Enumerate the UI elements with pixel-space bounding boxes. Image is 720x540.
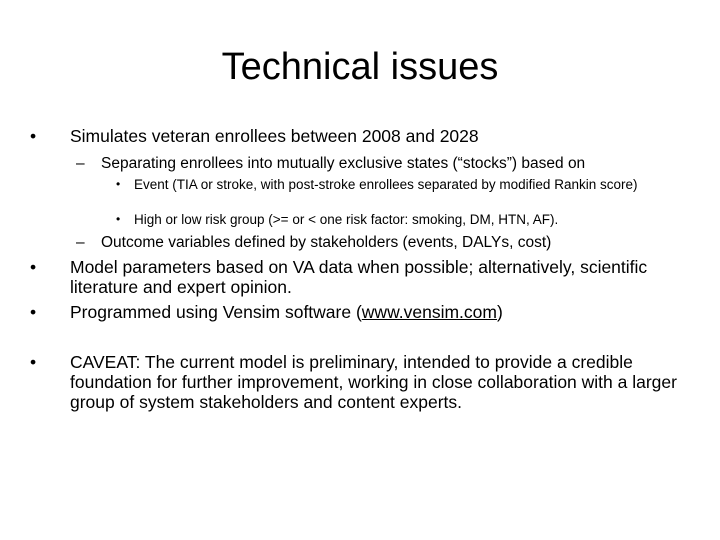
- bullet-simulates: [30, 126, 680, 146]
- slide-title: Technical issues: [221, 46, 499, 88]
- bullet-text: Simulates veteran enrollees between 2008 and 2028: [70, 126, 479, 146]
- sub-sub-bullet-risk: [116, 212, 676, 228]
- sub-bullet-separating: [76, 154, 676, 173]
- bullet-marker: •: [30, 302, 37, 322]
- bullet-text: Outcome variables defined by stakeholders (events, DALYs, cost): [101, 234, 552, 251]
- bullet-marker: •: [116, 212, 121, 226]
- vensim-link[interactable]: www.vensim.com: [361, 302, 497, 322]
- bullet-text: Model parameters based on VA data when possible; alternatively, scientific literature and expert opinion.: [70, 257, 648, 297]
- bullet-caveat: [30, 352, 680, 412]
- dash-marker: –: [76, 234, 85, 251]
- dash-marker: –: [76, 155, 85, 172]
- bullet-text: [70, 302, 680, 322]
- bullet-marker: •: [30, 352, 37, 372]
- bullet-marker: •: [30, 126, 37, 146]
- bullet-text: Separating enrollees into mutually exclusive states (“stocks”) based on: [101, 155, 586, 172]
- bullet-marker: •: [30, 257, 37, 277]
- sub-bullet-outcome: [76, 233, 676, 252]
- bullet-text: CAVEAT: The current model is preliminary, intended to provide a credible foundation for further improvement, working in close collaboration with a larger group of system stakeholders and content experts.: [70, 352, 677, 412]
- bullet-text: Event (TIA or stroke, with post-stroke enrollees separated by modified Rankin score): [134, 177, 638, 192]
- programmed-prefix: Programmed using Vensim software (: [70, 302, 362, 322]
- bullet-programmed: [30, 302, 680, 322]
- programmed-suffix: ): [496, 302, 503, 322]
- bullet-model-parameters: [30, 257, 680, 297]
- bullet-marker: •: [116, 177, 121, 191]
- sub-sub-bullet-event: [116, 177, 676, 193]
- bullet-text: High or low risk group (>= or < one risk factor: smoking, DM, HTN, AF).: [134, 212, 559, 227]
